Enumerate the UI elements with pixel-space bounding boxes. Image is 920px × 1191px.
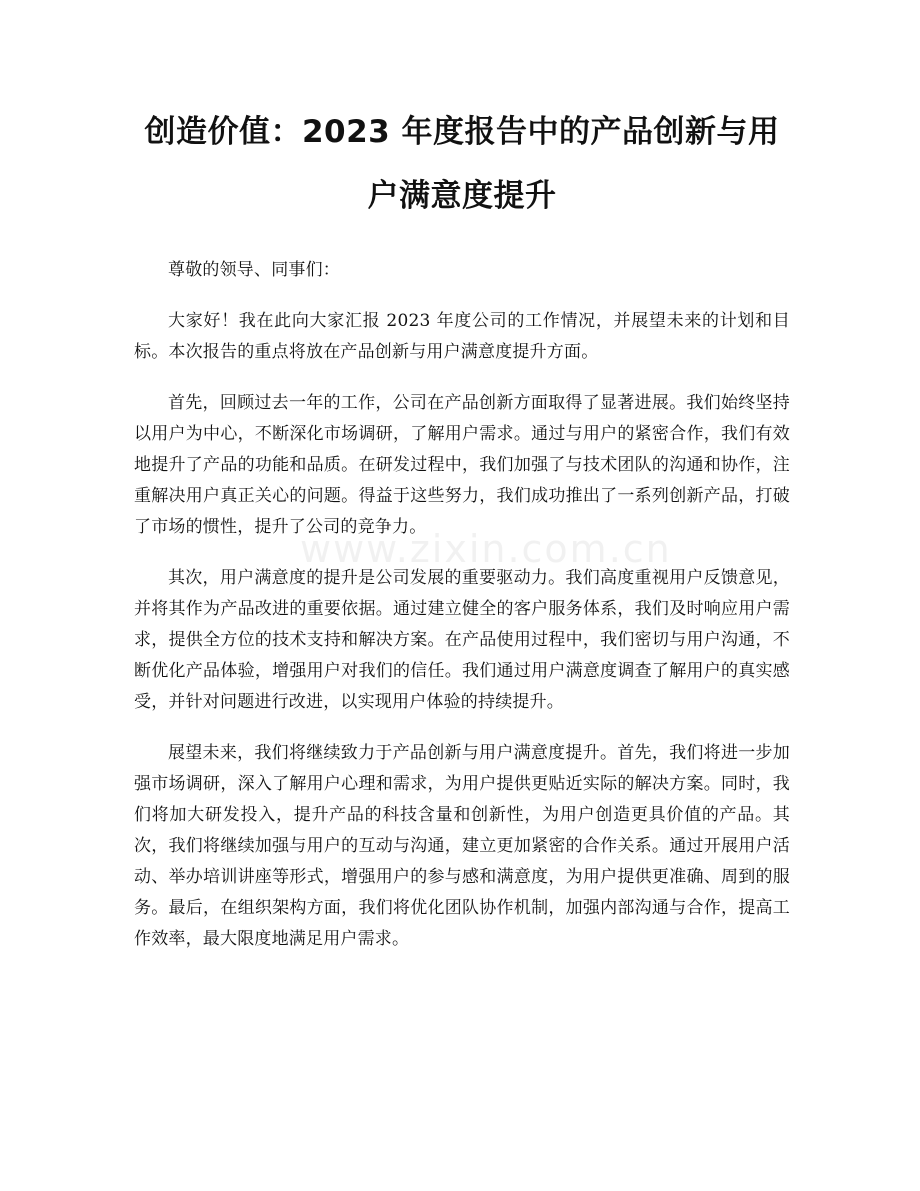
- paragraph-3: 其次，用户满意度的提升是公司发展的重要驱动力。我们高度重视用户反馈意见，并将其作为产品改进的重要依据。通过建立健全的客户服务体系，我们及时响应用户需求，提供全方位的技术支持和解决方案。在产品使用过程中，我们密切与用户沟通，不断优化产品体验，增强用户对我们的信任。我们通过用户满意度调查了解用户的真实感受，并针对问题进行改进，以实现用户体验的持续提升。: [134, 568, 790, 712]
- document-body: [134, 255, 790, 955]
- greeting: 尊敬的领导、同事们：: [168, 260, 340, 280]
- paragraph-1: 大家好！我在此向大家汇报 2023 年度公司的工作情况，并展望未来的计划和目标。本次报告的重点将放在产品创新与用户满意度提升方面。: [134, 311, 790, 362]
- paragraph-4: 展望未来，我们将继续致力于产品创新与用户满意度提升。首先，我们将进一步加强市场调研，深入了解用户心理和需求，为用户提供更贴近实际的解决方案。同时，我们将加大研发投入，提升产品的科技含量和创新性，为用户创造更具价值的产品。其次，我们将继续加强与用户的互动与沟通，建立更加紧密的合作关系。通过开展用户活动、举办培训讲座等形式，增强用户的参与感和满意度，为用户提供更准确、周到的服务。最后，在组织架构方面，我们将优化团队协作机制，加强内部沟通与合作，提高工作效率，最大限度地满足用户需求。: [134, 743, 790, 949]
- paragraph-2: 首先，回顾过去一年的工作，公司在产品创新方面取得了显著进展。我们始终坚持以用户为中心，不断深化市场调研，了解用户需求。通过与用户的紧密合作，我们有效地提升了产品的功能和品质。在研发过程中，我们加强了与技术团队的沟通和协作，注重解决用户真正关心的问题。得益于这些努力，我们成功推出了一系列创新产品，打破了市场的惯性，提升了公司的竞争力。: [134, 393, 790, 537]
- watermark: www.zixin.com.cn: [300, 527, 672, 571]
- document-title: 创造价值：2023 年度报告中的产品创新与用户满意度提升: [144, 114, 780, 214]
